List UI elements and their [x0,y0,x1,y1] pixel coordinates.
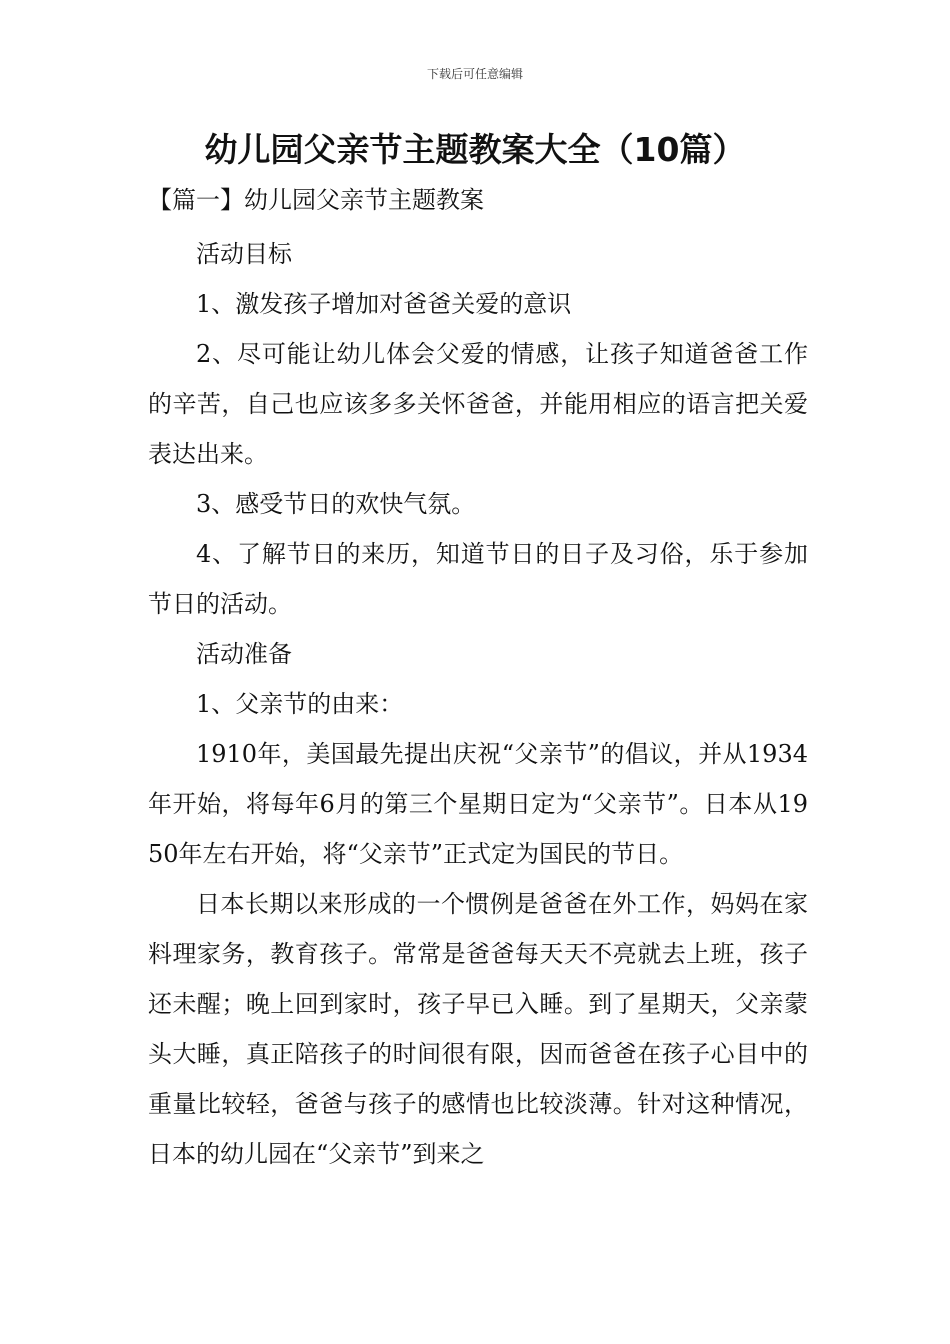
paragraph: 活动目标 [196,240,292,268]
paragraph: 活动准备 [196,640,292,668]
paragraph: 4、了解节日的来历，知道节日的日子及习俗，乐于参加节日的活动。 [148,540,808,618]
paragraph: 日本长期以来形成的一个惯例是爸爸在外工作，妈妈在家料理家务，教育孩子。常常是爸爸每天天不亮就去上班，孩子还未醒；晚上回到家时，孩子早已入睡。到了星期天，父亲蒙头大睡，真正陪孩子的时间很有限，因而爸爸在孩子心目中的重量比较轻，爸爸与孩子的感情也比较淡薄。针对这种情况，日本的幼儿园在“父亲节”到来之 [148,890,808,1168]
paragraph: 1910年，美国最先提出庆祝“父亲节”的倡议，并从1934年开始，将每年6月的第三个星期日定为“父亲节”。日本从1950年左右开始，将“父亲节”正式定为国民的节日。 [148,740,808,868]
header-note: 下载后可任意编辑 [426,67,523,81]
section-heading: 【篇一】幼儿园父亲节主题教案 [148,186,484,214]
paragraph: 1、激发孩子增加对爸爸关爱的意识 [196,290,572,318]
paragraph: 1、父亲节的由来： [196,690,404,718]
paragraph: 2、尽可能让幼儿体会父爱的情感，让孩子知道爸爸工作的辛苦，自己也应该多多关怀爸爸，并能用相应的语言把关爱表达出来。 [148,340,808,468]
paragraph: 3、感受节日的欢快气氛。 [196,490,476,518]
document-title: 幼儿园父亲节主题教案大全（10篇） [204,130,746,169]
document-body [148,229,808,1179]
